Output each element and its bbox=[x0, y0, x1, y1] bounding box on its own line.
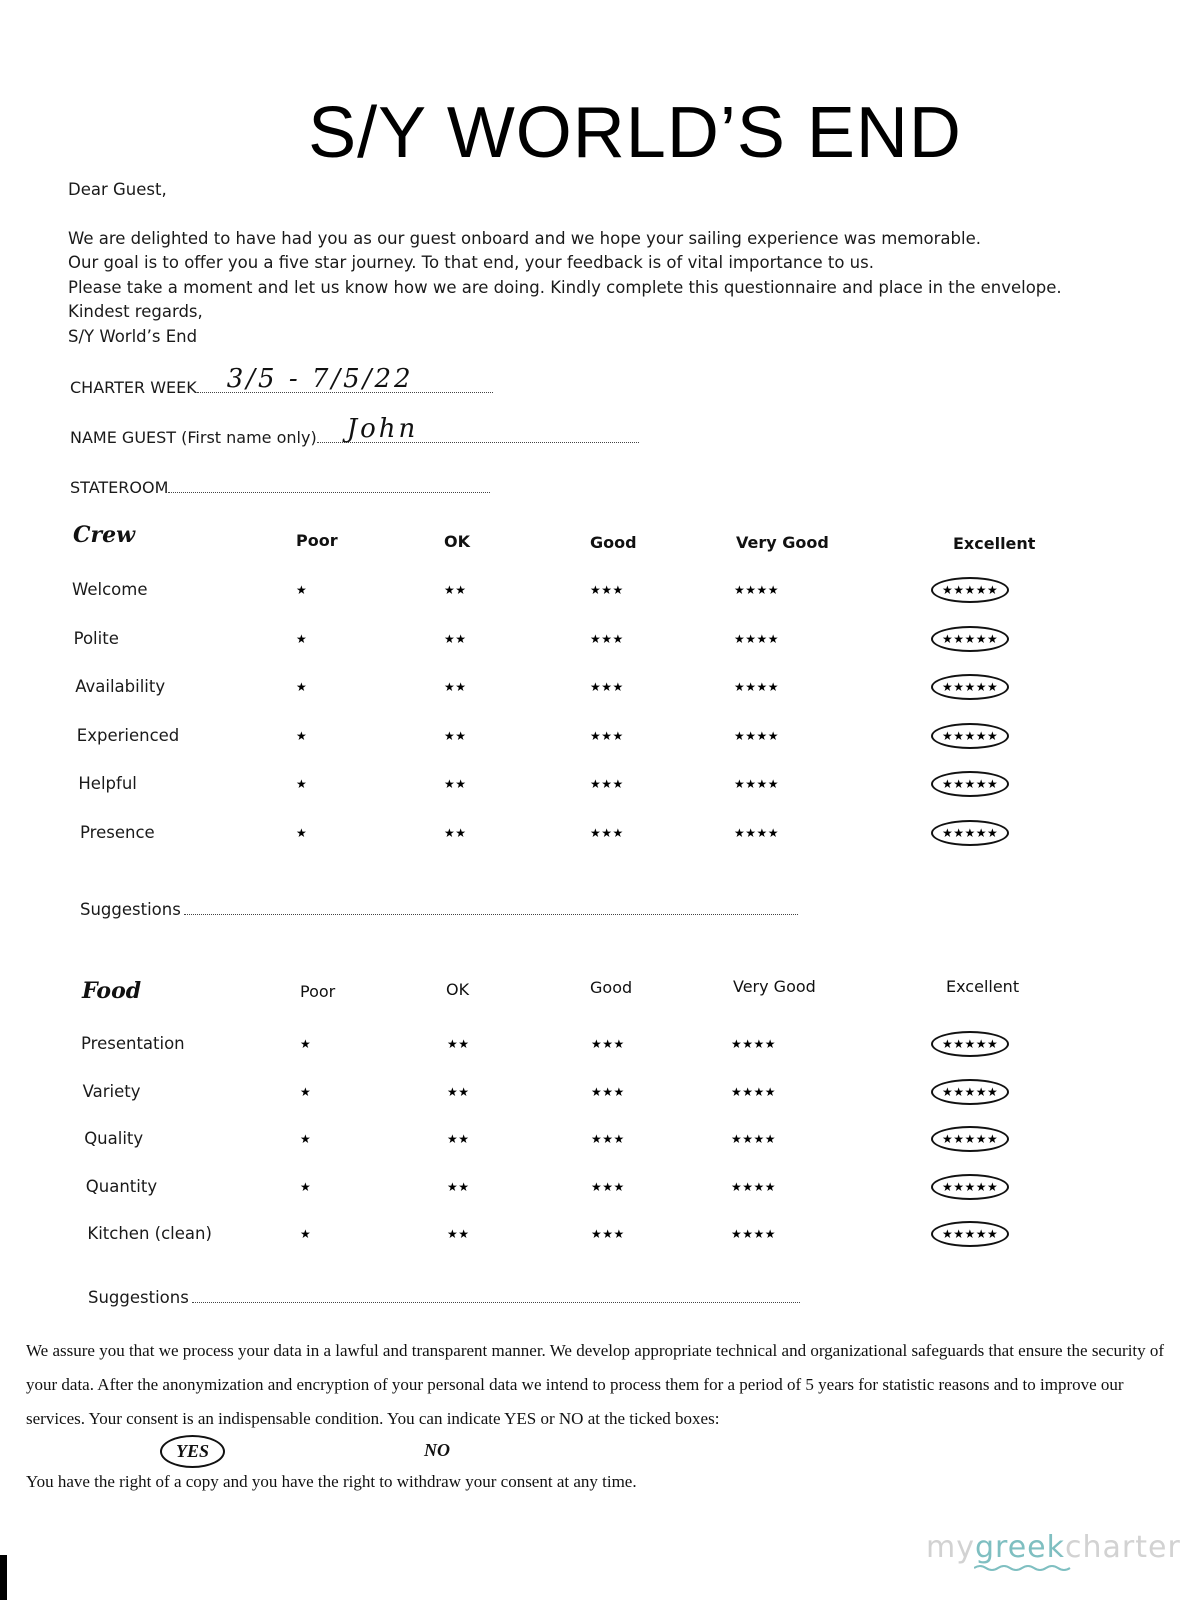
food-rating-5-star[interactable]: ★★★★★ bbox=[931, 1174, 1009, 1200]
food-rating-5-star[interactable]: ★★★★★ bbox=[931, 1221, 1009, 1247]
charter-week-field[interactable] bbox=[70, 364, 493, 397]
letter-line: S/Y World’s End bbox=[68, 326, 198, 346]
food-rating-1-star[interactable]: ★ bbox=[300, 1037, 312, 1051]
crew-rating-1-star[interactable]: ★ bbox=[296, 825, 308, 840]
food-rating-2-star[interactable]: ★★ bbox=[447, 1179, 470, 1194]
crew-rating-5-star[interactable]: ★★★★★ bbox=[931, 771, 1009, 797]
food-rating-5-star[interactable]: ★★★★★ bbox=[931, 1126, 1009, 1152]
consent-no-option[interactable]: NO bbox=[424, 1440, 450, 1460]
crew-rating-5-star[interactable]: ★★★★★ bbox=[931, 820, 1009, 846]
watermark-prefix: my bbox=[926, 1530, 975, 1565]
food-rating-4-star[interactable]: ★★★★ bbox=[731, 1132, 777, 1146]
crew-rating-1-star[interactable]: ★ bbox=[296, 631, 308, 646]
food-rating-1-star[interactable]: ★ bbox=[300, 1227, 312, 1241]
crew-row-label: Presence bbox=[80, 822, 155, 842]
crew-rating-1-star[interactable]: ★ bbox=[296, 728, 308, 743]
food-rating-4-star[interactable]: ★★★★ bbox=[731, 1179, 777, 1194]
guest-name-value: John bbox=[346, 414, 419, 444]
letter-line: We are delighted to have had you as our guest onboard and we hope your sailing experience was memorable. bbox=[68, 228, 981, 248]
food-rating-4-star[interactable]: ★★★★ bbox=[731, 1084, 777, 1099]
food-rating-1-star[interactable]: ★ bbox=[300, 1084, 312, 1099]
food-rating-2-star[interactable]: ★★ bbox=[447, 1084, 470, 1099]
crew-rating-4-star[interactable]: ★★★★ bbox=[734, 583, 780, 597]
guest-name-label: NAME GUEST (First name only) bbox=[70, 428, 317, 447]
watermark-logo bbox=[926, 1530, 1181, 1565]
crew-row-label: Availability bbox=[75, 677, 166, 696]
crew-rating-4-star[interactable]: ★★★★ bbox=[734, 680, 780, 694]
crew-header-ok: OK bbox=[444, 532, 470, 551]
crew-rating-3-star[interactable]: ★★★ bbox=[590, 825, 624, 840]
food-section-title: Food bbox=[82, 978, 142, 1004]
stateroom-field[interactable] bbox=[70, 478, 490, 497]
crew-header-poor: Poor bbox=[296, 531, 338, 550]
watermark-wave-icon bbox=[974, 1564, 1074, 1572]
watermark-suffix: charter bbox=[1065, 1530, 1181, 1565]
crew-rating-3-star[interactable]: ★★★ bbox=[590, 680, 624, 694]
privacy-notice: We assure you that we process your data in a lawful and transparent manner. We develop appropriate technical and organizational safeguards that ensure the security of your data. After the anonymization and encryption of your personal data we intend to process them for a period of 5 years for statistic reasons and to improve our services. Your consent is an indispensable condition. You can indicate YES or NO at the ticked boxes: bbox=[26, 1341, 1165, 1428]
food-rating-5-star[interactable]: ★★★★★ bbox=[931, 1031, 1009, 1057]
food-row-label: Quantity bbox=[85, 1176, 158, 1196]
watermark-accent: greek bbox=[974, 1530, 1065, 1565]
crew-rating-3-star[interactable]: ★★★ bbox=[590, 583, 624, 597]
food-suggestions-line[interactable] bbox=[192, 1302, 800, 1303]
crew-rating-1-star[interactable]: ★ bbox=[296, 583, 308, 597]
food-rating-1-star[interactable]: ★ bbox=[300, 1179, 312, 1194]
crew-rating-4-star[interactable]: ★★★★ bbox=[734, 631, 780, 646]
crew-row-label: Welcome bbox=[72, 580, 148, 599]
crew-rating-2-star[interactable]: ★★ bbox=[444, 825, 467, 840]
crew-rating-2-star[interactable]: ★★ bbox=[444, 777, 467, 791]
crew-section-title: Crew bbox=[73, 522, 136, 548]
food-header-poor: Poor bbox=[300, 982, 336, 1001]
crew-rating-1-star[interactable]: ★ bbox=[296, 777, 308, 791]
crew-rating-4-star[interactable]: ★★★★ bbox=[734, 777, 780, 791]
food-rating-2-star[interactable]: ★★ bbox=[447, 1037, 470, 1051]
letter-text bbox=[68, 178, 1062, 349]
crew-rating-3-star[interactable]: ★★★ bbox=[590, 631, 624, 646]
food-rating-2-star[interactable]: ★★ bbox=[447, 1227, 470, 1241]
charter-week-value: 3/5 - 7/5/22 bbox=[226, 364, 414, 394]
crew-rating-1-star[interactable]: ★ bbox=[296, 680, 308, 694]
crew-rating-2-star[interactable]: ★★ bbox=[444, 583, 467, 597]
crew-row-label: Experienced bbox=[76, 725, 180, 745]
food-row-label: Variety bbox=[82, 1081, 141, 1101]
charter-week-line[interactable] bbox=[197, 364, 493, 394]
stateroom-line[interactable] bbox=[168, 478, 490, 493]
crew-rating-3-star[interactable]: ★★★ bbox=[590, 728, 624, 743]
food-rating-4-star[interactable]: ★★★★ bbox=[731, 1037, 777, 1051]
food-suggestions-label: Suggestions bbox=[88, 1288, 189, 1307]
crew-header-very-good: Very Good bbox=[736, 533, 829, 552]
crew-row-label: Helpful bbox=[78, 774, 137, 793]
food-rating-3-star[interactable]: ★★★ bbox=[591, 1084, 625, 1099]
guest-name-field[interactable] bbox=[70, 414, 639, 447]
crew-rating-4-star[interactable]: ★★★★ bbox=[734, 825, 780, 840]
food-rating-3-star[interactable]: ★★★ bbox=[591, 1037, 625, 1051]
crew-header-good: Good bbox=[590, 533, 637, 552]
food-header-very-good: Very Good bbox=[733, 977, 816, 996]
greeting: Dear Guest, bbox=[68, 180, 167, 199]
food-row-label: Presentation bbox=[81, 1034, 185, 1053]
consent-yes-option[interactable]: YES bbox=[160, 1435, 225, 1468]
guest-name-line[interactable] bbox=[317, 414, 639, 444]
crew-rating-2-star[interactable]: ★★ bbox=[444, 680, 467, 694]
food-rating-3-star[interactable]: ★★★ bbox=[591, 1132, 625, 1146]
food-rating-4-star[interactable]: ★★★★ bbox=[731, 1227, 777, 1241]
food-rating-3-star[interactable]: ★★★ bbox=[591, 1227, 625, 1241]
letter-line: Please take a moment and let us know how we are doing. Kindly complete this questionnaire and place in the envelope. bbox=[68, 277, 1062, 297]
crew-rating-5-star[interactable]: ★★★★★ bbox=[931, 723, 1009, 749]
food-rating-2-star[interactable]: ★★ bbox=[447, 1132, 470, 1146]
crew-header-excellent: Excellent bbox=[953, 534, 1036, 553]
crew-rating-2-star[interactable]: ★★ bbox=[444, 631, 467, 646]
crew-rating-5-star[interactable]: ★★★★★ bbox=[931, 626, 1009, 652]
food-row-label: Quality bbox=[84, 1129, 144, 1148]
crew-suggestions-line[interactable] bbox=[184, 914, 798, 915]
letter-line: Kindest regards, bbox=[68, 302, 203, 321]
crew-rating-4-star[interactable]: ★★★★ bbox=[734, 728, 780, 743]
stateroom-label: STATEROOM bbox=[70, 478, 169, 497]
food-suggestions[interactable] bbox=[88, 1288, 808, 1307]
rights-notice: You have the right of a copy and you have the right to withdraw your consent at any time. bbox=[26, 1472, 637, 1491]
crew-suggestions-label: Suggestions bbox=[80, 900, 181, 919]
crew-suggestions[interactable] bbox=[80, 900, 800, 919]
crew-row-label: Polite bbox=[73, 628, 119, 648]
crew-rating-5-star[interactable]: ★★★★★ bbox=[931, 577, 1009, 603]
crew-rating-2-star[interactable]: ★★ bbox=[444, 728, 467, 743]
form-title: S/Y WORLD’S END bbox=[308, 93, 962, 173]
food-row-label: Kitchen (clean) bbox=[87, 1224, 212, 1243]
scan-edge-mark bbox=[0, 1555, 7, 1600]
food-rating-5-star[interactable]: ★★★★★ bbox=[931, 1079, 1009, 1105]
charter-week-label: CHARTER WEEK bbox=[70, 378, 197, 397]
food-header-ok: OK bbox=[446, 980, 470, 999]
crew-rating-3-star[interactable]: ★★★ bbox=[590, 777, 624, 791]
food-header-excellent: Excellent bbox=[946, 977, 1020, 996]
crew-rating-5-star[interactable]: ★★★★★ bbox=[931, 674, 1009, 700]
letter-line: Our goal is to offer you a five star journey. To that end, your feedback is of vital importance to us. bbox=[68, 253, 874, 272]
food-header-good: Good bbox=[590, 978, 633, 997]
food-rating-3-star[interactable]: ★★★ bbox=[591, 1179, 625, 1194]
food-rating-1-star[interactable]: ★ bbox=[300, 1132, 312, 1146]
